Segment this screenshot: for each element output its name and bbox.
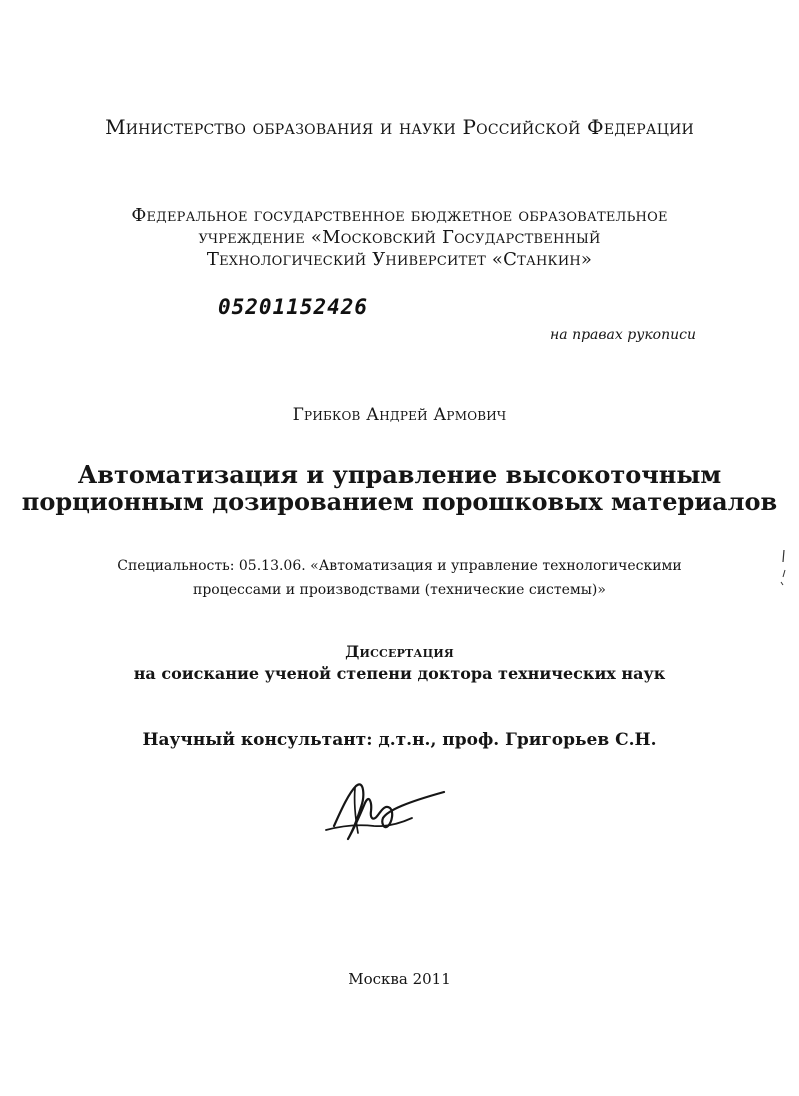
organization-line-2: учреждение «Московский Государственный bbox=[198, 227, 601, 248]
dissertation-title-line-1: Автоматизация и управление высокоточным bbox=[77, 460, 722, 489]
scan-edge-mark-icon bbox=[777, 548, 789, 588]
author-name: Грибков Андрей Армович bbox=[292, 405, 507, 425]
specialty-line-1: Специальность: 05.13.06. «Автоматизация и управление технологическими bbox=[117, 558, 682, 574]
rights-note: на правах рукописи bbox=[550, 327, 696, 343]
city-year: Москва 2011 bbox=[348, 970, 451, 988]
document-code: 05201152426 bbox=[218, 295, 369, 319]
dissertation-label: Диссертация bbox=[345, 642, 454, 661]
organization-line-1: Федеральное государственное бюджетное образовательное bbox=[131, 205, 668, 226]
degree-line: на соискание ученой степени доктора технических наук bbox=[133, 664, 666, 683]
dissertation-title-line-2: порционным дозированием порошковых материалов bbox=[21, 487, 778, 516]
specialty-line-2: процессами и производствами (технические системы)» bbox=[193, 582, 606, 598]
organization-line-3: Технологический Университет «Станкин» bbox=[206, 249, 593, 270]
ministry-heading: Министерство образования и науки Российской Федерации bbox=[105, 115, 694, 139]
signature-icon bbox=[318, 778, 458, 848]
scientific-consultant: Научный консультант: д.т.н., проф. Григорьев С.Н. bbox=[142, 730, 657, 750]
